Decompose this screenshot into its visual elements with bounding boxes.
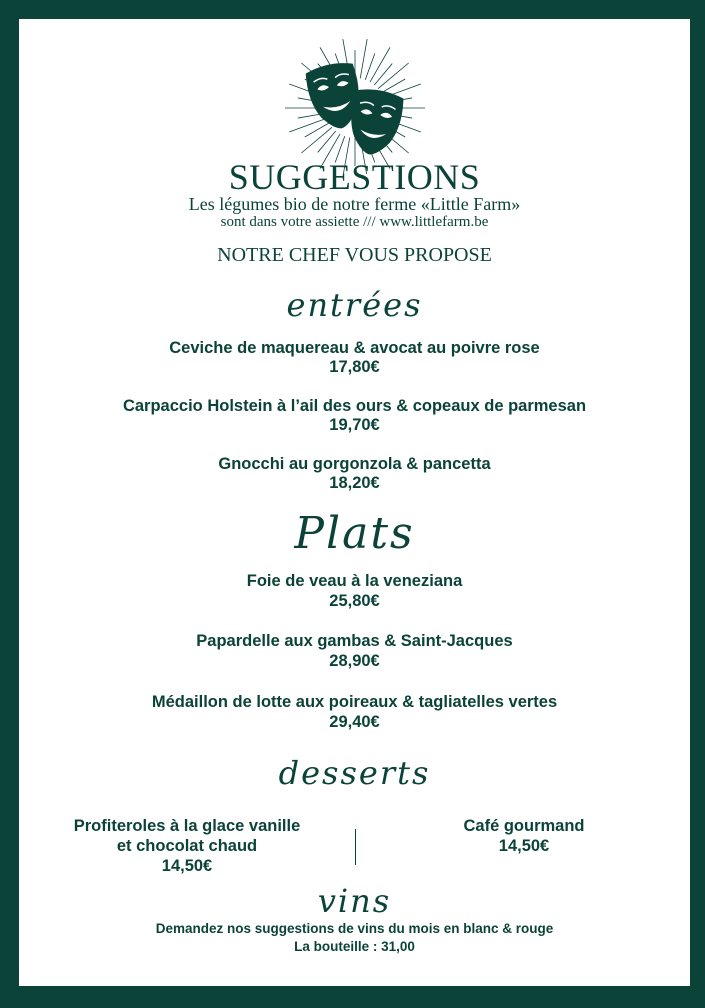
entree-2-price: 19,70€: [329, 416, 380, 434]
entree-3-price: 18,20€: [329, 474, 380, 492]
entree-1-price: 17,80€: [329, 358, 380, 376]
sunburst-ray: [318, 131, 336, 152]
sunburst-ray: [360, 39, 367, 78]
desserts-heading: desserts: [278, 754, 431, 792]
dessert-divider: [355, 829, 356, 865]
dessert-right-line-1: Café gourmand: [463, 817, 585, 835]
theatre-masks-icon: [281, 34, 429, 174]
sunburst-ray: [374, 64, 392, 85]
sunburst-ray: [301, 127, 332, 153]
page-title: SUGGESTIONS: [228, 157, 481, 197]
dessert-right-price: 14,50€: [498, 837, 550, 855]
plat-2-price: 28,90€: [329, 652, 380, 670]
plat-3-name: Médaillon de lotte aux poireaux & tagliatelles vertes: [151, 693, 558, 711]
plats-heading: Plats: [294, 508, 415, 559]
sunburst-ray: [289, 118, 327, 132]
entrees-heading: entrées: [286, 286, 423, 324]
vins-line-1: Demandez nos suggestions de vins du mois en blanc & rouge: [155, 921, 554, 936]
plat-1-name: Foie de veau à la veneziana: [246, 572, 463, 590]
vins-line-2: La bouteille : 31,00: [294, 939, 415, 954]
vins-heading: vins: [317, 882, 392, 920]
menu-page: [19, 19, 690, 986]
chef-line: NOTRE CHEF VOUS PROPOSE: [217, 244, 492, 266]
plat-1-price: 25,80€: [329, 592, 380, 610]
entree-2-name: Carpaccio Holstein à l’ail des ours & copeaux de parmesan: [122, 397, 587, 415]
plat-2-name: Papardelle aux gambas & Saint-Jacques: [196, 632, 513, 650]
dessert-left-price: 14,50€: [161, 857, 213, 875]
subtitle-line-2: sont dans votre assiette /// www.littlefarm.be: [220, 214, 489, 230]
subtitle-line-1: Les légumes bio de notre ferme «Little Farm»: [188, 194, 521, 214]
sunburst-ray: [370, 47, 390, 82]
dessert-left-line-2: et chocolat chaud: [116, 837, 258, 855]
dessert-right: [404, 816, 644, 856]
entree-1-name: Ceviche de maquereau & avocat au poivre rose: [169, 339, 540, 357]
entree-3-name: Gnocchi au gorgonzola & pancetta: [218, 455, 491, 473]
dessert-left: [59, 816, 315, 876]
plat-3-price: 29,40€: [329, 713, 380, 731]
sunburst-ray: [378, 63, 409, 89]
dessert-left-line-1: Profiteroles à la glace vanille: [73, 817, 301, 835]
